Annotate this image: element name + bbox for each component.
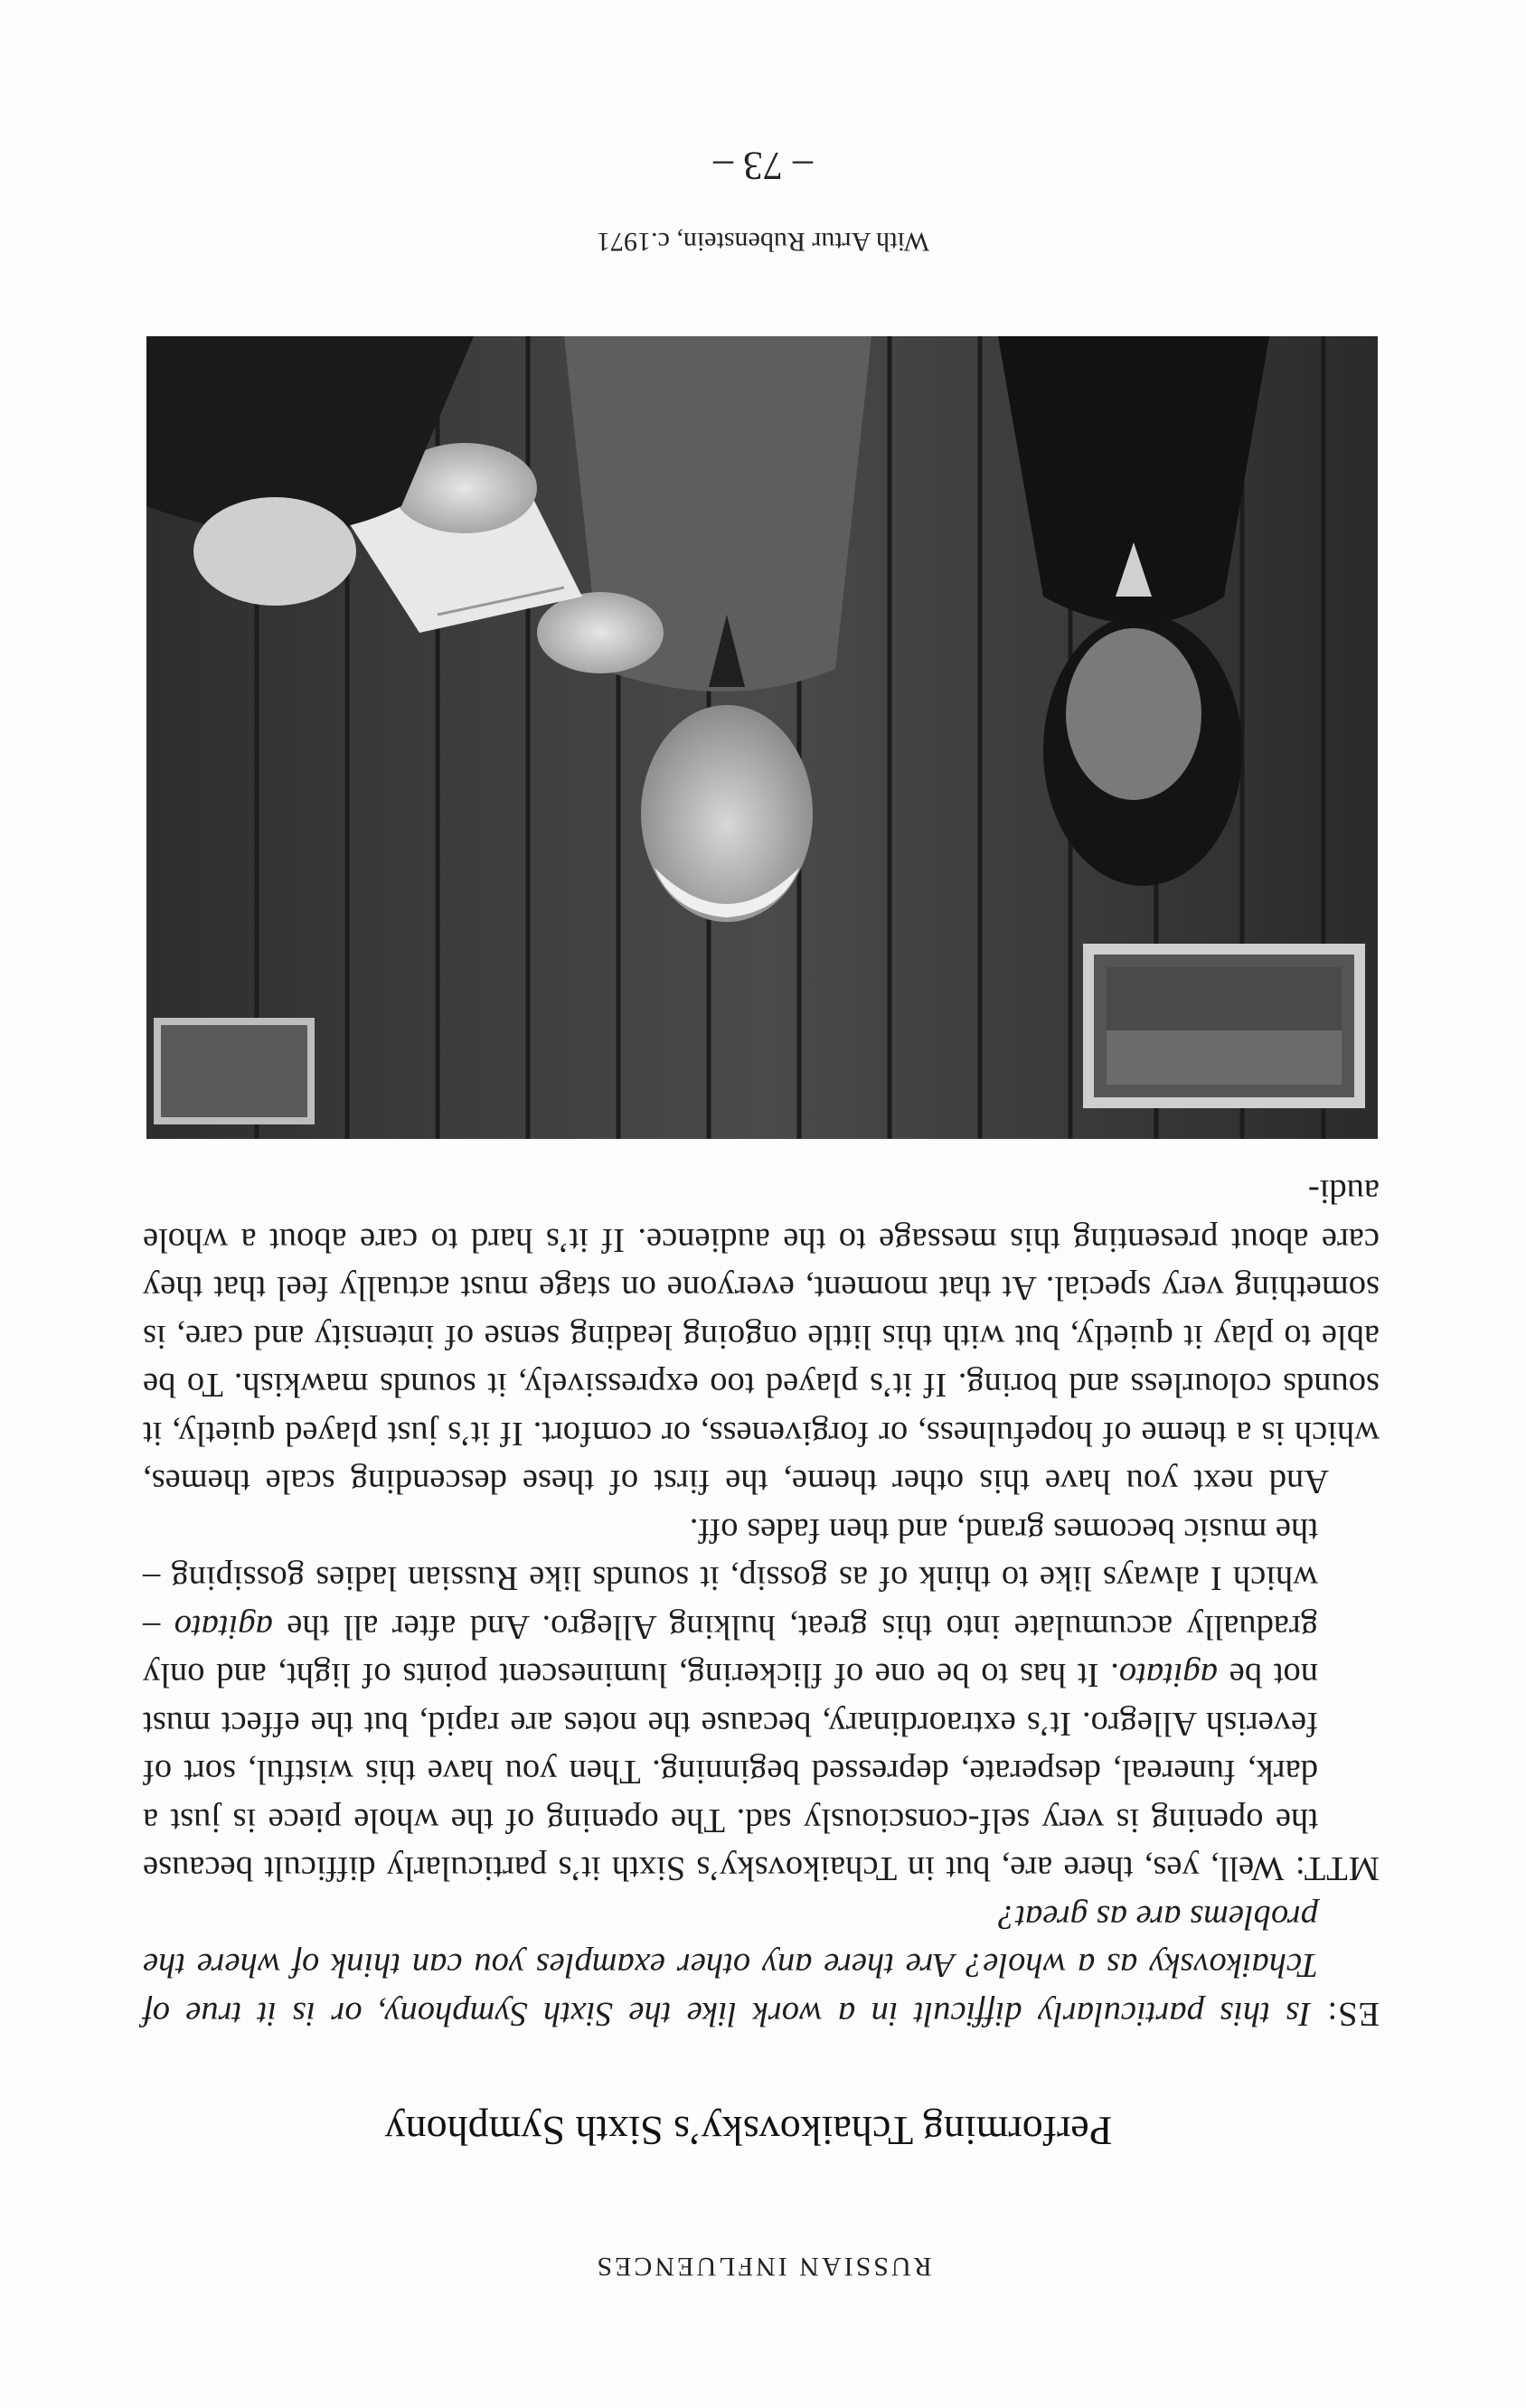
italic-term: agitato (174, 1608, 273, 1646)
body-text (143, 1167, 1380, 2037)
question-text: Is this particularly difficult in a work like the Sixth Symphony, or is it true of Tchaikovsky as a whole? Are there any other examples you can think of where the problems are as great? (142, 1898, 1318, 2033)
answer-text: Well, yes, there are, but in Tchaikovsky’s Sixth it’s particularly difficult because the opening is very self-consciously sad. The opening of the whole piece is just a dark, funereal, desperate, depressed beginning. Then you have this wistful, sort of feverish Allegro. It’s extraordinary, because the notes are rapid, but the effect must not be (143, 1656, 1318, 1888)
speaker-label: ES: (1326, 1995, 1380, 2033)
speaker-label: MTT: (1294, 1849, 1380, 1888)
body-paragraph: And next you have this other theme, the first of these descending scale themes, which is a theme of hopefulness, or forgiveness, or comfort. If it’s just played quietly, it sounds colourless and boring. If it’s played too expressively, it sounds mawkish. To be able to play it quietly, but with this little ongoing leading sense of intensity and care, is something very special. At that moment, everyone on stage must actually feel that they care about presenting this message to the audience. If it’s hard to care about a whole audi- (143, 1172, 1380, 1501)
page-title: Performing Tchaikovsky’s Sixth Symphony (384, 2108, 1113, 2154)
running-head: RUSSIAN INFLUENCES (594, 2252, 932, 2281)
answer-text: – which I always like to think of as gossip, it sounds like Russian ladies gossiping – the music becomes grand, and then fades off. (142, 1511, 1318, 1646)
photo-caption: With Artur Rubenstein, c.1971 (597, 227, 929, 257)
answer-text: . It has to be one of flickering, luminescent points of light, and only gradually accumulate into this great, hulking Allegro. And after all the (143, 1608, 1318, 1695)
photograph-image (146, 336, 1378, 1139)
photograph (146, 336, 1378, 1139)
interview-answer (143, 1506, 1380, 1893)
page-number: – 73 – (713, 144, 813, 188)
italic-term: agitato (1118, 1656, 1218, 1695)
interview-question (143, 1893, 1380, 2038)
